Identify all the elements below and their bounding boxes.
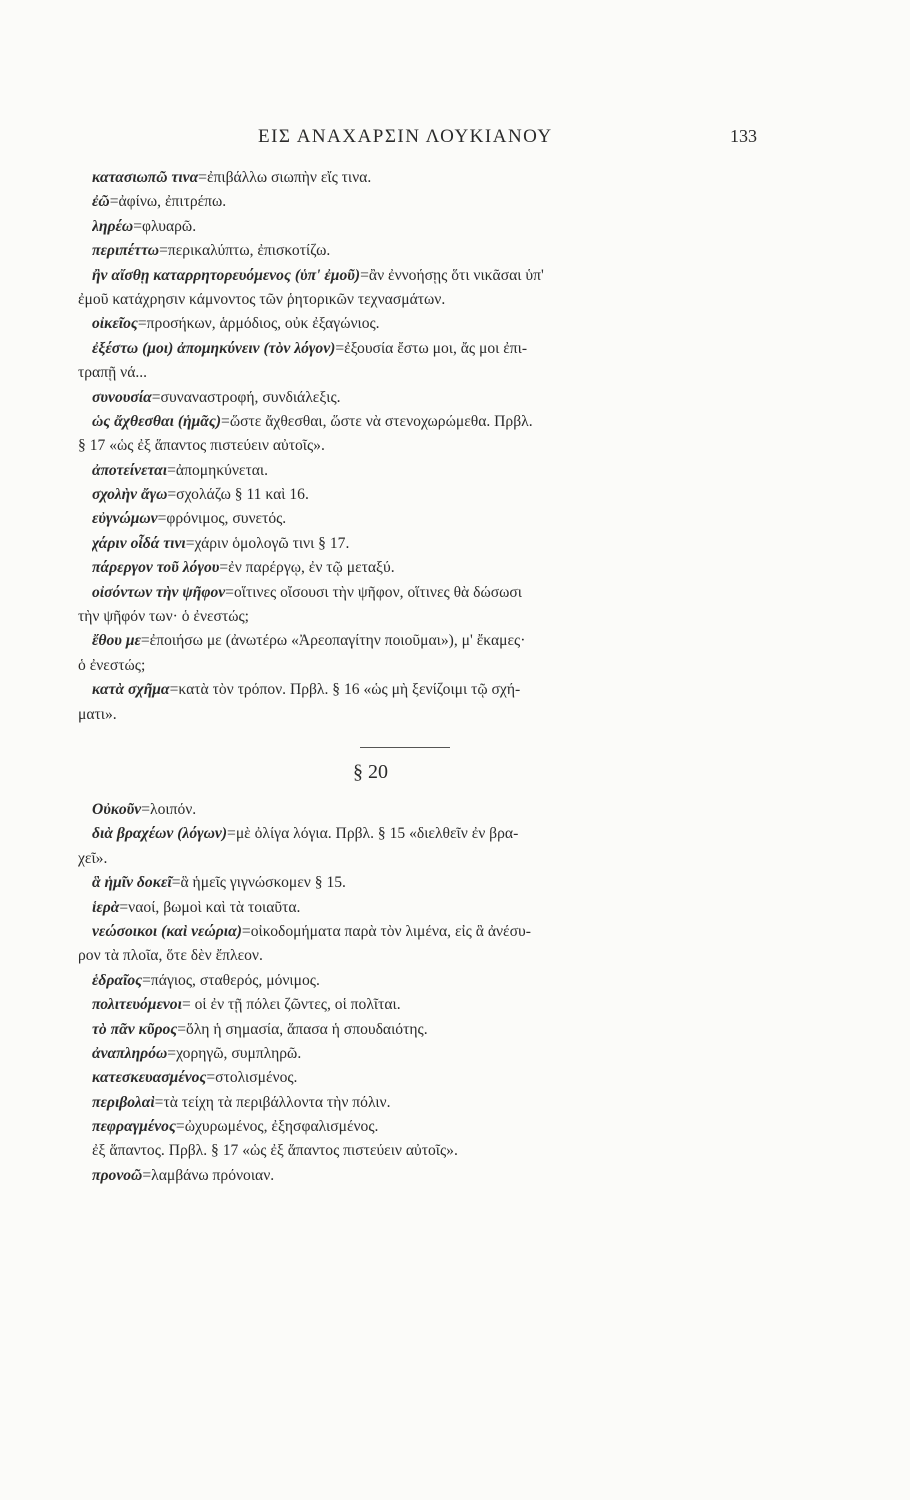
gloss-line: κατεσκευασμένος=στολισμένος. xyxy=(92,1069,298,1087)
gloss-line: ἐξέστω (μοι) ἀπομηκύνειν (τὸν λόγον)=ἐξουσία ἔστω μοι, ἄς μοι ἐπι- xyxy=(92,339,528,357)
gloss-line-continuation: § 17 «ὡς ἐξ ἅπαντος πιστεύειν αὐτοῖς». xyxy=(78,437,325,455)
running-title: ΕΙΣ ΑΝΑΧΑΡΣΙΝ ΛΟΥΚΙΑΝΟΥ xyxy=(258,126,553,147)
gloss-line: προνοῶ=λαμβάνω πρόνοιαν. xyxy=(92,1166,275,1184)
gloss-line: κατασιωπῶ τινα=ἐπιβάλλω σιωπὴν εἴς τινα. xyxy=(92,169,372,186)
gloss-line: περιβολαὶ=τὰ τείχη τὰ περιβάλλοντα τὴν πόλιν. xyxy=(92,1093,391,1111)
gloss-line: Οὐκοῦν=λοιπόν. xyxy=(92,800,197,818)
gloss-line: οἰκεῖος=προσήκων, ἁρμόδιος, οὐκ ἐξαγώνιος. xyxy=(92,315,380,333)
gloss-line: διὰ βραχέων (λόγων)=μὲ ὀλίγα λόγια. Πρβλ. § 15 «διελθεῖν ἐν βρα- xyxy=(92,825,519,843)
gloss-line: ὡς ἄχθεσθαι (ἡμᾶς)=ὥστε ἄχθεσθαι, ὥστε νὰ στενοχωρώμεθα. Πρβλ. xyxy=(92,412,533,430)
gloss-line: περιπέττω=περικαλύπτω, ἐπισκοτίζω. xyxy=(92,242,331,260)
gloss-line: τὸ πᾶν κῦρος=ὅλη ἡ σημασία, ἅπασα ἡ σπουδαιότης. xyxy=(92,1020,428,1038)
gloss-line: ἀποτείνεται=ἀπομηκύνεται. xyxy=(92,461,268,479)
gloss-line-continuation: ματι». xyxy=(78,705,117,723)
gloss-line-continuation: ἐμοῦ κατάχρησιν κάμνοντος τῶν ῥητορικῶν τεχνασμάτων. xyxy=(78,290,446,308)
gloss-line: ἃ ἡμῖν δοκεῖ=ἃ ἡμεῖς γιγνώσκομεν § 15. xyxy=(92,874,346,892)
gloss-line: πολιτευόμενοι= οἱ ἐν τῇ πόλει ζῶντες, οἱ πολῖται. xyxy=(92,996,401,1014)
running-header xyxy=(0,126,910,156)
glossary-block-1 xyxy=(78,166,770,727)
gloss-line: οἰσόντων τὴν ψῆφον=οἵτινες οἴσουσι τὴν ψῆφον, οἵτινες θὰ δώσωσι xyxy=(92,583,522,601)
gloss-line: ἔθου με=ἐποιήσω με (ἀνωτέρω «Ἀρεοπαγίτην ποιοῦμαι»), μ' ἔκαμες· xyxy=(92,632,526,650)
gloss-line: συνουσία=συναναστροφή, συνδιάλεξις. xyxy=(92,388,341,406)
gloss-line: ἐξ ἅπαντος. Πρβλ. § 17 «ὡς ἐξ ἅπαντος πιστεύειν αὐτοῖς». xyxy=(92,1142,458,1160)
section-heading: § 20 xyxy=(353,760,388,783)
gloss-line: ληρέω=φλυαρῶ. xyxy=(92,217,197,235)
gloss-line-continuation: χεῖ». xyxy=(78,849,108,867)
gloss-line: χάριν οἶδά τινι=χάριν ὁμολογῶ τινι § 17. xyxy=(92,534,350,552)
gloss-line: κατὰ σχῆμα=κατὰ τὸν τρόπον. Πρβλ. § 16 «ὡς μὴ ξενίζοιμι τῷ σχή- xyxy=(92,681,521,699)
gloss-line: ἱερὰ=ναοί, βωμοὶ καὶ τὰ τοιαῦτα. xyxy=(92,898,301,916)
gloss-line: εὐγνώμων=φρόνιμος, συνετός. xyxy=(92,510,287,528)
gloss-line-continuation: τὴν ψῆφόν των· ὁ ἐνεστώς; xyxy=(78,608,249,626)
page-number: 133 xyxy=(730,126,757,146)
gloss-line: νεώσοικοι (καὶ νεώρια)=οἰκοδομήματα παρὰ τὸν λιμένα, εἰς ἃ ἀνέσυ- xyxy=(92,922,531,940)
gloss-line-continuation: τραπῇ νά... xyxy=(78,364,148,382)
section-divider xyxy=(360,747,450,748)
glossary-body xyxy=(78,166,770,1188)
gloss-line: πεφραγμένος=ὠχυρωμένος, ἐξησφαλισμένος. xyxy=(92,1118,379,1136)
glossary-block-2 xyxy=(78,798,770,1188)
gloss-line: πάρεργον τοῦ λόγου=ἐν παρέργῳ, ἐν τῷ μεταξύ. xyxy=(92,559,395,577)
gloss-line: ἢν αἴσθῃ καταρρητορευόμενος (ὑπ' ἐμοῦ)=ἂν ἐννοήσῃς ὅτι νικᾶσαι ὑπ' xyxy=(92,266,544,284)
gloss-line-continuation: ὁ ἐνεστώς; xyxy=(78,656,146,674)
gloss-line-continuation: ρον τὰ πλοῖα, ὅτε δὲν ἔπλεον. xyxy=(78,947,263,965)
gloss-line: ἐῶ=ἀφίνω, ἐπιτρέπω. xyxy=(92,193,227,211)
gloss-line: σχολὴν ἄγω=σχολάζω § 11 καὶ 16. xyxy=(92,486,309,504)
gloss-line: ἑδραῖος=πάγιος, σταθερός, μόνιμος. xyxy=(92,971,320,989)
gloss-line: ἀναπληρόω=χορηγῶ, συμπληρῶ. xyxy=(92,1044,302,1062)
